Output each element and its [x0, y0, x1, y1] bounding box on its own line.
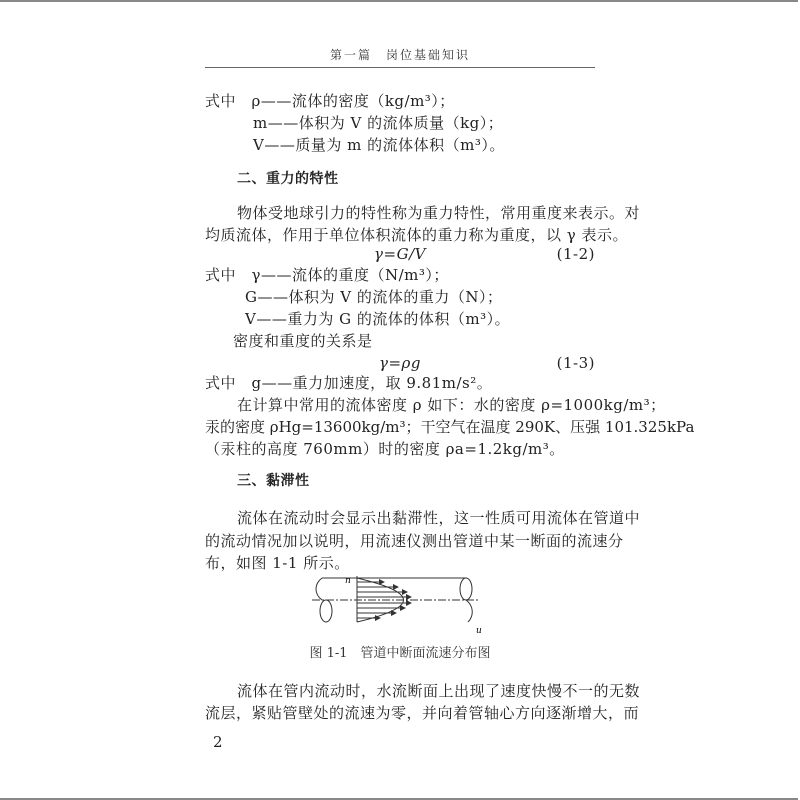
paragraph-line: 均质流体，作用于单位体积流体的重力称为重度，以 γ 表示。	[205, 226, 629, 244]
pipe-right-lower	[466, 600, 472, 622]
paragraph-line: 布，如图 1-1 所示。	[205, 554, 350, 572]
paragraph-line: 流层，紧贴管壁处的流速为零，并向着管轴心方向逐渐增大，而	[205, 704, 640, 722]
axis-u-label: u	[476, 626, 482, 636]
definition-line: V——重力为 G 的流体的体积（m³）。	[245, 310, 511, 328]
paragraph-line: 流体在管内流动时，水流断面上出现了速度快慢不一的无数	[237, 682, 641, 700]
page-number: 2	[213, 733, 223, 751]
section-heading: 二、重力的特性	[237, 171, 339, 187]
paragraph-line: 密度和重度的关系是	[233, 332, 373, 350]
axis-n-label: n	[345, 576, 351, 586]
definition-line: 式中 ρ——流体的密度（kg/m³）；	[205, 92, 455, 110]
definition-line: 式中 γ——流体的重度（N/m³）；	[205, 266, 449, 284]
paragraph-line: 物体受地球引力的特性称为重力特性，常用重度来表示。对	[237, 204, 641, 222]
definition-line: V——质量为 m 的流体体积（m³）。	[253, 136, 505, 154]
pipe-left-end	[316, 578, 322, 600]
equation-1-2-formula: γ=G/V	[374, 245, 426, 263]
paragraph-line: 的流动情况加以说明，用流速仪测出管道中某一断面的流速分	[205, 532, 624, 550]
paragraph-line: 汞的密度 ρHg=13600kg/m³；干空气在温度 290K、压强 101.325kPa	[205, 418, 695, 436]
equation-1-2-number: (1-2)	[556, 245, 595, 263]
pipe-right-ellipse	[460, 578, 472, 600]
definition-line: G——体积为 V 的流体的重力（N）；	[245, 288, 503, 306]
equation-1-3-formula: γ=ρg	[379, 354, 421, 372]
paragraph-line: 流体在流动时会显示出黏滞性，这一性质可用流体在管道中	[237, 509, 641, 527]
paragraph-line: （汞柱的高度 760mm）时的密度 ρa=1.2kg/m³。	[205, 440, 565, 458]
equation-1-3-number: (1-3)	[556, 354, 595, 372]
definition-line: 式中 g——重力加速度，取 9.81m/s²。	[205, 374, 493, 392]
running-header: 第一篇 岗位基础知识	[329, 48, 470, 62]
figure-caption: 图 1-1 管道中断面流速分布图	[309, 646, 491, 661]
section-heading: 三、黏滞性	[237, 473, 310, 489]
definition-line: m——体积为 V 的流体质量（kg）；	[253, 114, 504, 132]
pipe-left-ellipse	[320, 600, 332, 622]
paragraph-line: 在计算中常用的流体密度 ρ 如下：水的密度 ρ=1000kg/m³；	[237, 396, 666, 414]
